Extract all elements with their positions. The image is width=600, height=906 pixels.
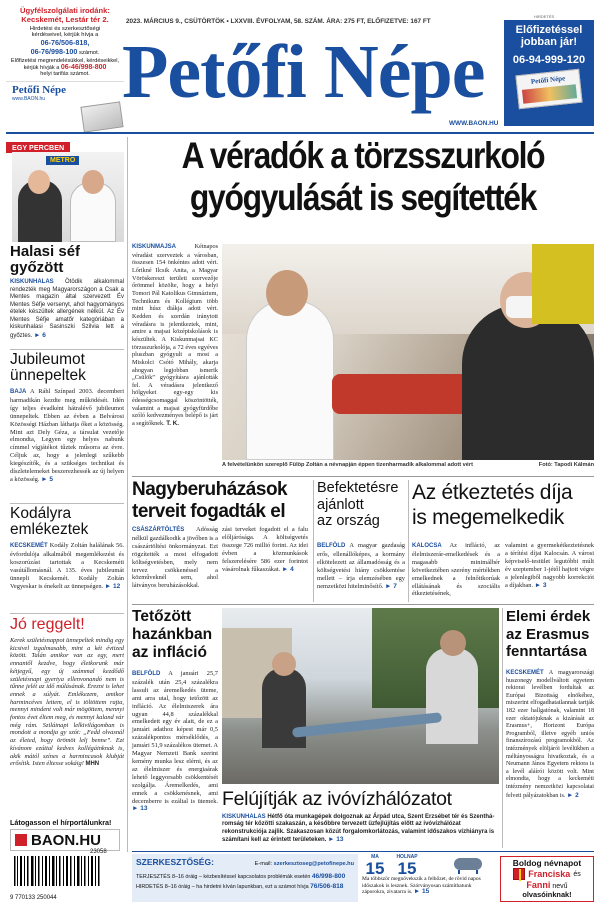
lead-caption: A felvételünkön szereplő Fülöp Zoltán a névnapján éppen tizenharmadik alkalommal adott vért (222, 462, 473, 468)
bef-page: 7 (393, 582, 397, 590)
service-title: Ügyfélszolgálati irodánk: (20, 6, 110, 15)
lead-body (132, 243, 218, 428)
lead-photo (222, 244, 594, 460)
egy-percben-label: EGY PERCBEN (6, 142, 70, 153)
footer-email-line (255, 861, 354, 867)
footer-line-2 (136, 883, 354, 890)
mini-logo: Petőfi Népe (12, 84, 67, 96)
etk-lead: KALOCSA (412, 543, 442, 549)
photo-worker-1-head (272, 652, 296, 676)
invest-body-b: zási terveket fogadott el a falu előljárósága. A költségvetés összege 726 millió forint. Az idei évben a közmunkások felszerelésére 586 ezer forintot vásárolnak fűkaszákat. (222, 526, 308, 573)
inf-body-text: A januári 25,7 százalék után 25,4 százalékra lassult az áremelkedés üteme, ami arra utal, hogy tetőzött az infláció. Az élelmiszerek ára ugyan 44,8 százalékkal emelkedett egy év alatt, de ez a januári adathoz képest már 0,5 százalékpontos mérséklődés, a januári 51,9 százalékos ütemet. A Magyar Nemzeti Bank szerint kemény munka lesz elérni, és az az élelmiszer és energiaárak lehető leggyorsabb csökkentését szolgálja. Áremelkedés, ami ennek a csökkenésnek, ami decemberre is ezáltal is ütemek. (132, 670, 218, 805)
chef-photo (12, 152, 124, 242)
water-photo (222, 608, 499, 784)
kodaly-page: 12 (113, 582, 121, 590)
kodaly-lead: KECSKEMÉT (10, 543, 48, 549)
era-page-ref[interactable]: ► 2 (566, 791, 579, 799)
masthead-website: WWW.BAON.HU (449, 120, 499, 127)
service-text: kérdéseivel, kérjük hívja a (31, 32, 99, 38)
chef-body-text: Ötödik alkalommal rendezték meg Magyarországon a Csak a Mentes magazin által szervezett Év Mentes Séfje versenyt, ahol hagyományos ételek készültek allergének nélkül. Az Év Mentes Séfje amatőr kategóriában a kiskunhalasi Sasinszki Szilvia lett a győztes. (10, 279, 124, 339)
footer-email[interactable]: szerkesztoseg@petofinepe.hu (273, 861, 354, 867)
inf-headline[interactable] (132, 608, 222, 662)
bef-headline-2: ajánlott (317, 496, 364, 513)
bef-page-ref[interactable]: ► 7 (385, 582, 397, 590)
service-phone-2: 06-76/998-100 (30, 47, 78, 56)
invest-page-ref[interactable]: ► 4 (281, 565, 294, 573)
date-line: 2023. MÁRCIUS 9., CSÜTÖRTÖK • LXXVIII. ÉVFOLYAM, 58. SZÁM. ÁRA: 275 FT, ELŐFIZETVE: 167 FT (126, 18, 431, 25)
column-body-text: Kerek születésnappot ünnepeltek mindig egy kicsivel izgalmasabb, mint a két évtized között. Talán amikor van az egy, mert ennantől kezdve, hogy életkorunk már kétjegyű, egy új számmal kezdődő születésnapi gyertya ellenvonandó nem is tűnne jelét az idő múlásának. Érezni is lehet ennek a súlyát. Emlékezem, amikor harmincéves lettem, el is töltöttem rajta, mennyi mindent volt már mögöttem, mennyi fontos évet éltem meg, és mennyi kaland vár még rám. Sziláinapi lelkivilágomban is mondott a mondja gy szót: „Fedd olvasnál az életed, hogy örömöt lelj benne”. Ezt kívánom ezúttal kedves kollégáinknak is, akik mától színes a harmincasok klubját erősítik. Isten éltesse sokáig! (10, 637, 124, 768)
mini-logo-box (6, 81, 124, 102)
era-headline-3: fenntartása (506, 643, 587, 660)
bef-body (317, 542, 405, 590)
bef-headline-3: az ország (317, 513, 380, 529)
invest-lead: CSÁSZÁRTÖLTÉS (132, 527, 185, 533)
era-body (506, 670, 594, 800)
photo-chair (532, 244, 594, 324)
kodaly-title: Kodályra emlékeztek (10, 505, 89, 538)
service-sub-phone: 06-46/998-800 (60, 64, 107, 71)
chef-rule (10, 349, 124, 350)
nameday-suffix: nevű (552, 883, 568, 890)
service-text: számot. (79, 50, 100, 56)
weather-tomorrow-label: HOLNAP (396, 854, 418, 860)
invest-body-col-1 (132, 526, 218, 590)
egy-percben-tab (6, 137, 124, 152)
masthead-logo: Petőfi Népe (122, 30, 485, 114)
ivo-body-text: Hétfő óta munkagépek dolgoznak az Árpád utca, Szent Erzsébet tér és Szenthá-romság tér közötti szakaszán, a későbbre tervezett üzfejlújítás előtt az ivóvízhálózat rekonstrukciója zajlik. Szakaszosan közút forgalomkorlátozás, valamint időszakos vízhiányra is számítani kell az érintett területeken. (222, 814, 495, 844)
chef-page: 6 (42, 331, 46, 339)
weather-tomorrow-temp: 15 (397, 859, 417, 878)
footer-phone-2[interactable]: 76/506-818 (310, 883, 344, 890)
weather-page-ref[interactable]: ► 15 (413, 888, 430, 896)
gift-ribbon (519, 869, 521, 881)
row2-divider-2 (408, 480, 409, 602)
lead-caption-bar (222, 460, 594, 470)
etk-headline-1: Az étkeztetés díja (412, 481, 573, 504)
era-headline[interactable] (506, 608, 594, 661)
subscription-promo[interactable] (504, 20, 594, 126)
footer-head (136, 857, 354, 867)
nameday-name-1: Franciska (528, 869, 571, 879)
era-headline-2: az Erasmus (506, 625, 590, 643)
email-label: E-mail: (254, 861, 273, 867)
weather-page: 15 (422, 888, 430, 896)
jub-rule (10, 503, 124, 504)
inf-page: 13 (140, 805, 148, 813)
bef-body-text: A magyar gazdaság erős, ellenállóképes, a kormány elkötelezett az államadósság és a költségvetési hiány csökkentése mellett – írja elemzésében egy nemzetközi hitelminősítő. (317, 542, 405, 590)
weather-today-temp: 15 (365, 859, 385, 878)
lead-body-text: Kétnapos véradást szerveztek a városban, összesen 154 önkéntes adott vért. Lőrikné Ilcsik Anita, a Magyar Vöröskereszt területi szervezője őrömmel közölte, hogy a helyi Tomori Pál Katolikus Gimnázium, Technikum és Kollégium több mint húsz diákja adott vért. Kedden és szerdán iránytott véradásra is jelentkeztek, mint, amire a majsai középiskolások is készültek. A Kiskunmajsai KC törzsszurkolója, a 72 éves egyéves pluszban gyógyult a most a Miskolci Csótó Mihály, akarja ahogyan legjobban ismerik „Csülök” gyógyításra ajánlották fel. A véradásra jelentkező hölgyeket egy-egy kis édességcsomaggal köszöntötték, valamint a majsai gyógyfürdőbe szóló kedvezményes belépő is járt a segítőknek. (132, 243, 218, 428)
barcode-issue: 23058 (90, 849, 107, 855)
inf-body (132, 670, 218, 813)
nameday-box (500, 856, 594, 902)
column-title: Jó reggelt! (10, 616, 85, 633)
baon-logo: BAON.HU (31, 831, 101, 849)
footer-contacts (132, 854, 358, 902)
promo-paper-photo (522, 84, 577, 104)
promo-phone: 06-94-999-120 (512, 54, 586, 66)
photo-nurse (246, 300, 334, 460)
etk-page: 3 (542, 581, 547, 589)
service-text: Előfizetési megrendelésükkel, kérdéseikkel, (10, 58, 120, 64)
etk-body-a: Az infláció, az élelmiszerár-emelkedések és a magasabb minimálbér következtében szerény mértékben emelkednek a felnőttkorúak ellátásának és szociális étkeztetésének, (412, 542, 500, 598)
mini-paper-stack (80, 101, 123, 132)
chef-body (10, 279, 124, 340)
invest-body-col-2 (222, 526, 308, 573)
era-body-text: A magyarországi huszonegy modellváltott egyetem rektorai levélben fordultak az Európai Bizottság elnökéhez, miszerint elfogadhatatlannak tartják 182 ezer hallgatónak, valamint 18 ezer oktatójuknak a kizárását az Erasmus+, Horizont Európa Programból, illetve egyéb uniós finanszírozású programokból. Az intézmények elöljárói levélükben a méltányosságra hivatkoztak, és a Neumann János Egyetem rektora is a levél aláírói között volt. Mint elmondta, hogy a keckeméti intézmény nemzetközi kapcsolatai felveti pályázatokban is. (506, 670, 594, 799)
inf-headline-2: hazánkban (132, 626, 213, 643)
lead-headline-line-2: gyógyulását is segítették (189, 177, 537, 218)
service-phone-line (6, 47, 124, 56)
hirdetes-label: HIRDETÉS (534, 14, 555, 19)
etk-body-col-2 (505, 542, 594, 589)
weather-box (362, 854, 496, 902)
footer-phone-1[interactable]: 46/998-800 (311, 873, 346, 880)
rain-cloud-icon (450, 856, 486, 874)
jubileum-body-text: A Ráhl Színpad 2003. decemberi harmadikán kezdte meg működését. Idén így teljes évadként hátralévő jubileumot ünnepeltek. Ebben az évben a Belvárosi Közösségi Házban láthatja őket a közösség. Mint azt Dely Géza, a társulat vezetője elmondta, Legyen egy helyes nabunk címmel vígjátékot tűztek műsorra az évre. Céljuk az, hogy a jelenlegi szűkebb kiegészítők, és a szükséges technikai és díszletelemeket beszerezhessék az új helyen a közösség. (10, 388, 124, 483)
rain-drops (458, 870, 478, 874)
jubileum-page: 5 (49, 475, 53, 483)
invest-headline[interactable] (132, 479, 312, 523)
row3-rule (132, 604, 594, 605)
chef-face-left (28, 170, 50, 194)
weather-text (362, 876, 496, 896)
etk-body-col-1 (412, 542, 500, 598)
baon-cta: Látogasson el hírportálunkra! (10, 818, 112, 827)
nameday-title: Boldog névnapot (512, 858, 582, 868)
bef-headline-1: Befektetésre (317, 480, 399, 496)
weather-today-label: MA (371, 854, 379, 860)
footer-line-2-text: HIRDETÉS 8–16 óráig – ha hirdetni kíván lapunkban, ezt a számot hívja (136, 884, 309, 890)
service-phone-1: 06-76/506-818, (40, 38, 90, 47)
inf-lead: BELFÖLD (132, 671, 161, 677)
gift-icon (513, 868, 525, 880)
ivo-lead: KISKUNHALAS (222, 814, 266, 820)
kodaly-body (10, 542, 124, 590)
rain-cloud-shape (454, 858, 482, 870)
barcode-number: 9 770133 250044 (10, 895, 57, 901)
era-page: 2 (575, 791, 579, 799)
column-body (10, 637, 124, 769)
photo-pipe (292, 712, 442, 738)
row3-divider (502, 608, 503, 848)
column-box (10, 616, 124, 769)
lead-photo-credit: Fotó: Tapodi Kálmán (538, 462, 594, 468)
nameday-and: és (573, 870, 581, 878)
sidebar-divider (127, 137, 128, 852)
promo-line-2: jobban jár! (520, 36, 578, 48)
footer-rule (132, 851, 594, 852)
chef-badge: METRO (46, 156, 79, 165)
era-lead: KECSKEMÉT (506, 670, 544, 676)
weather-tomorrow (392, 854, 422, 877)
chef-story[interactable] (10, 244, 124, 340)
inf-page-ref[interactable]: ► 13 (132, 805, 148, 813)
promo-paper-logo: Petőfi Népe (530, 74, 566, 86)
jubileum-story[interactable] (10, 352, 124, 484)
service-address: Kecskemét, Lestár tér 2. (21, 15, 109, 24)
weather-today (362, 854, 388, 877)
ivo-body (222, 814, 499, 845)
masthead-rule (6, 132, 594, 134)
service-text: kérjük hívják a (23, 65, 60, 71)
weather-text-body: Ma többször megnövekszik a felhőzet, de rövid napos időszakok is lesznek. Szórványosan számíthatunk záporokra, zivatarra is. (362, 876, 481, 896)
nameday-row (501, 868, 593, 880)
baon-logo-box[interactable] (10, 829, 120, 851)
lead-headline-line-1: A véradók a törzsszurkoló (181, 135, 545, 176)
ivo-page: 13 (336, 836, 344, 844)
kodaly-story[interactable] (10, 506, 124, 590)
service-text: Hirdetési és szerkesztőségi (29, 26, 101, 32)
photo-worker-2 (426, 648, 478, 744)
invest-page: 4 (290, 565, 294, 573)
ivo-headline[interactable]: Felújítják az ivóvízhálózatot (222, 788, 452, 810)
service-sub-line (6, 64, 124, 71)
lead-headline[interactable] (164, 135, 561, 219)
lead-body-lead: KISKUNMAJSA (132, 244, 177, 250)
promo-newspaper (515, 69, 582, 110)
jubileum-page-ref[interactable]: ► 5 (41, 475, 53, 483)
photo-worker-2-head (440, 630, 466, 656)
invest-body-a: Adósság nélkül gazdálkodik a jövőben is a császártöltési önkormányzat. Ezt rögzítették a most elfogadott költségvetésben, mely nem tervez csökkenéssel a közműveknél sem, ahol látványos beruházásokkal. (132, 526, 218, 590)
invest-headline-1: Nagyberuházások (132, 479, 288, 500)
row2-rule (132, 476, 594, 477)
promo-line-1: Előfizetéssel (515, 24, 583, 36)
barcode (10, 856, 106, 901)
photo-nurse-head (266, 270, 308, 316)
mini-site: www.BAON.hu (12, 96, 46, 102)
footer-line-1 (136, 873, 354, 880)
row2-divider-1 (313, 480, 314, 602)
jubileum-title: Jubileumot ünnepeltek (10, 351, 86, 384)
service-text: helyi tarifás számot. (40, 71, 90, 77)
chef-lead: KISKUNHALAS (10, 279, 54, 285)
barcode-graphic (10, 856, 106, 890)
ivo-page-ref[interactable]: ► 13 (328, 836, 344, 844)
nameday-row-2 (501, 880, 593, 890)
etk-body-b: valamint a gyermekétkeztetésnek a térítési díjai Kalocsán. A városi képviselő-testület legutóbbi múlt év szeptember 1-jétől hajtott végre a jelenlegiből nagyobb korrekciót a díjakban. (505, 542, 594, 589)
inf-headline-3: az infláció (132, 644, 207, 661)
bef-lead: BELFÖLD (317, 543, 346, 549)
chef-face-right (82, 170, 104, 194)
lead-author: T. K. (166, 420, 179, 428)
bef-headline[interactable] (317, 480, 405, 530)
etk-headline[interactable] (412, 480, 594, 530)
footer-line-1-text: TERJESZTÉS 8–16 óráig – kézbesítéssel kapcsolatos problémák esetén (136, 874, 311, 880)
nameday-name-2: Fanni (526, 880, 551, 890)
jubileum-body (10, 388, 124, 484)
era-headline-1: Elemi érdek (506, 608, 591, 625)
inf-headline-1: Tetőzött (132, 608, 192, 625)
jubileum-lead: BAJA (10, 389, 27, 395)
kod-rule (10, 613, 124, 614)
etk-headline-2: is megemelkedik (412, 506, 564, 529)
kodaly-page-ref[interactable]: ► 12 (104, 582, 121, 590)
kodaly-body-text: Kodály Zoltán halálának 56. évfordulója alkalmából megemlékezést és koszorúzást tartottak a Kecskeméti vasútállomásnál. A 135. éves jubileumát ünnepli Kecskemét. Kodály Zoltán Vegyeskar is énekelt az ünnepségen. (10, 542, 124, 590)
etk-page-ref[interactable]: ► 3 (534, 581, 547, 589)
chef-title: Halasi séf győzött (10, 243, 81, 276)
chef-page-ref[interactable]: ► 6 (34, 331, 46, 339)
szerk-label: SZERKESZTŐSÉG: (136, 857, 214, 867)
column-author: MHN (85, 761, 100, 768)
baon-logo-icon (15, 834, 27, 846)
nameday-end: olvasóinknak! (522, 890, 572, 899)
invest-headline-2: terveit fogadták el (132, 501, 286, 522)
